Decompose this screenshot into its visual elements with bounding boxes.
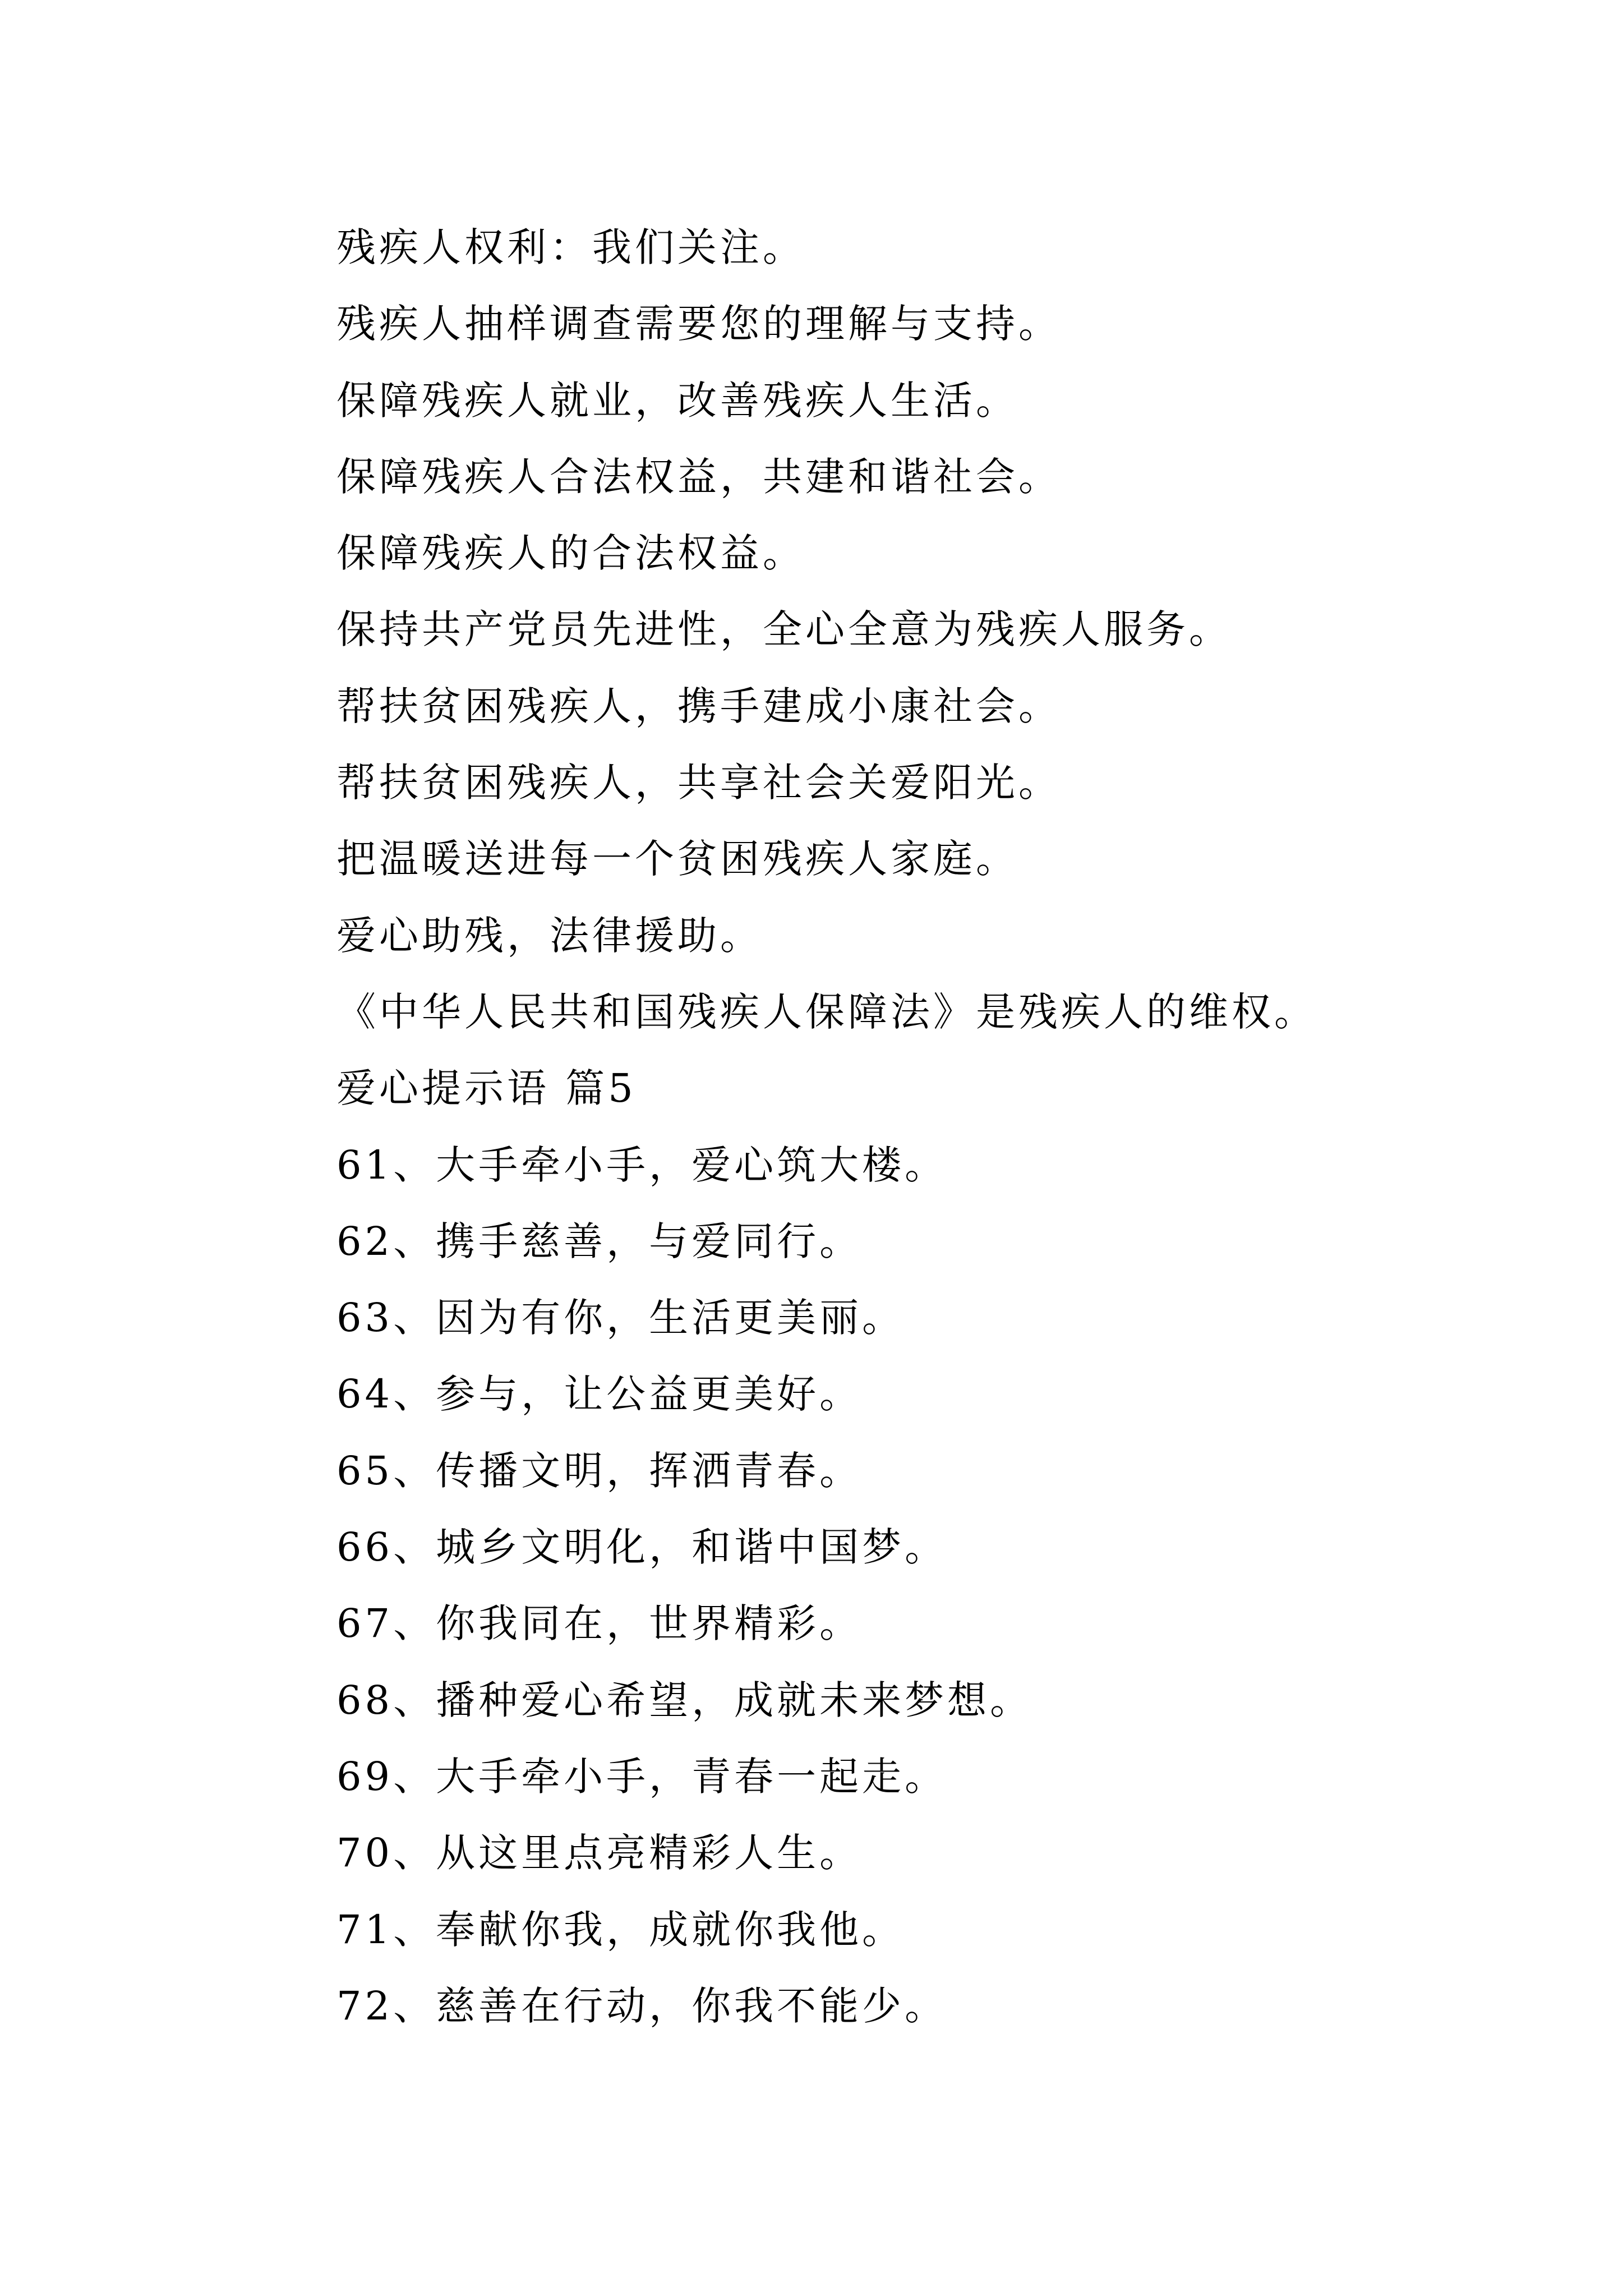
- list-item: 69、大手牵小手，青春一起走。: [336, 1753, 948, 1800]
- list-item: 62、携手慈善，与爱同行。: [336, 1218, 863, 1264]
- text-line: 帮扶贫困残疾人，共享社会关爱阳光。: [336, 760, 1061, 806]
- list-item: 70、从这里点亮精彩人生。: [336, 1830, 863, 1876]
- text-line: 《中华人民共和国残疾人保障法》是残疾人的维权。: [336, 988, 1317, 1035]
- text-line: 爱心助残，法律援助。: [336, 912, 763, 959]
- list-item: 66、城乡文明化，和谐中国梦。: [336, 1524, 948, 1571]
- list-item: 63、因为有你，生活更美丽。: [336, 1295, 905, 1341]
- text-line: 残疾人抽样调查需要您的理解与支持。: [336, 301, 1061, 347]
- list-item: 61、大手牵小手，爱心筑大楼。: [336, 1142, 948, 1188]
- list-item: 67、你我同在，世界精彩。: [336, 1600, 863, 1647]
- list-item: 71、奉献你我，成就你我他。: [336, 1906, 905, 1953]
- text-line: 帮扶贫困残疾人，携手建成小康社会。: [336, 683, 1061, 729]
- list-item: 72、慈善在行动，你我不能少。: [336, 1982, 948, 2029]
- list-item: 64、参与，让公益更美好。: [336, 1371, 863, 1418]
- text-line: 保障残疾人就业，改善残疾人生活。: [336, 377, 1018, 424]
- text-line: 保障残疾人的合法权益。: [336, 530, 805, 577]
- list-item: 65、传播文明，挥洒青春。: [336, 1447, 863, 1494]
- text-lines: [336, 209, 1570, 2044]
- text-line: 保持共产党员先进性，全心全意为残疾人服务。: [336, 606, 1232, 653]
- text-line: 残疾人权利：我们关注。: [336, 224, 805, 270]
- text-line: 保障残疾人合法权益，共建和谐社会。: [336, 453, 1061, 500]
- section-heading: 爱心提示语 篇5: [336, 1065, 637, 1112]
- text-line: 把温暖送进每一个贫困残疾人家庭。: [336, 836, 1018, 882]
- list-item: 68、播种爱心希望，成就未来梦想。: [336, 1677, 1033, 1723]
